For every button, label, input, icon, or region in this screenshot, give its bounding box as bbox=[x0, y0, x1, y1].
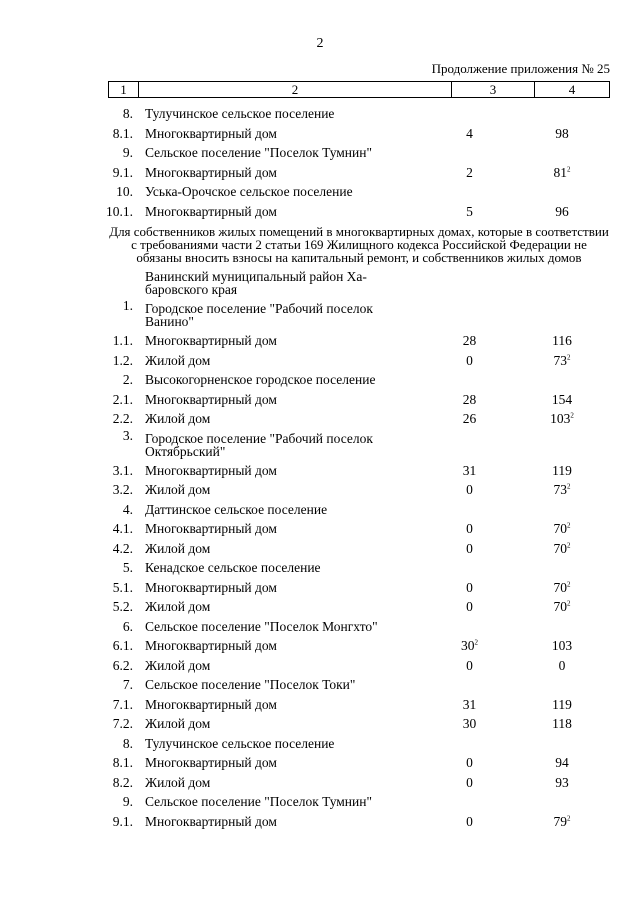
row-col3-value: 5 bbox=[466, 203, 473, 219]
row-col3 bbox=[426, 753, 513, 773]
row-col4 bbox=[514, 773, 610, 793]
row-name: Многоквартирный дом bbox=[145, 579, 277, 595]
row-name: Жилой дом bbox=[145, 657, 211, 673]
table-row bbox=[0, 351, 640, 371]
row-col4-value: 73 bbox=[553, 352, 567, 368]
row-number: 7.2. bbox=[112, 716, 133, 731]
row-number: 10. bbox=[116, 184, 133, 199]
row-name: Сельское поселение "Поселок Тумнин" bbox=[145, 145, 372, 160]
row-number: 6.2. bbox=[112, 657, 133, 673]
row-name: Многоквартирный дом bbox=[145, 521, 277, 536]
row-col3-value: 30 bbox=[461, 638, 475, 653]
row-col4-footnote: 2 bbox=[567, 541, 571, 549]
row-col4 bbox=[514, 578, 610, 598]
row-col4 bbox=[514, 480, 610, 500]
row-name: Уська-Орочское сельское поселение bbox=[145, 184, 353, 199]
section-note: Для собственников жилых помещений в многоквартирных домах, которые в соответствии с требованиями части 2 статьи 169 Жилищного кодекса Российской Федерации не обязаны вносить взносы на капитальный ремонт, и собственников жилых домов bbox=[109, 224, 609, 265]
row-col3-value: 0 bbox=[466, 540, 473, 556]
row-name: Жилой дом bbox=[145, 482, 211, 497]
table-row bbox=[0, 124, 640, 144]
row-name: Многоквартирный дом bbox=[145, 638, 277, 653]
row-name: Жилой дом bbox=[145, 540, 211, 556]
row-number: 3. bbox=[122, 427, 133, 443]
row-name: Жилой дом bbox=[145, 352, 211, 368]
row-name: Сельское поселение "Поселок Тумнин" bbox=[145, 794, 372, 809]
row-col3 bbox=[426, 656, 513, 676]
row-col4 bbox=[514, 519, 610, 539]
row-number: 3.1. bbox=[112, 462, 133, 478]
row-col4-footnote: 2 bbox=[567, 814, 571, 822]
row-col3-value: 0 bbox=[466, 599, 473, 614]
row-col3-value: 26 bbox=[462, 411, 477, 426]
row-number: 1.2. bbox=[112, 352, 133, 368]
row-col3-value: 30 bbox=[462, 716, 477, 731]
row-number: 5.1. bbox=[112, 579, 133, 595]
row-number: 4.1. bbox=[112, 521, 133, 536]
table-body bbox=[0, 104, 640, 831]
row-number: 5.2. bbox=[112, 599, 133, 614]
row-name: Тулучинское сельское поселение bbox=[145, 106, 335, 121]
table-row bbox=[0, 695, 640, 715]
header-col-3: 3 bbox=[452, 82, 535, 97]
table-row bbox=[0, 143, 640, 163]
table-row bbox=[0, 753, 640, 773]
table-row bbox=[0, 500, 640, 520]
table-row bbox=[0, 539, 640, 559]
row-col4-value: 70 bbox=[553, 599, 567, 614]
row-col4-footnote: 2 bbox=[567, 482, 571, 491]
row-number: 2.1. bbox=[112, 391, 133, 407]
row-col4-footnote: 2 bbox=[567, 580, 571, 588]
table-row bbox=[0, 656, 640, 676]
row-number: 7.1. bbox=[112, 696, 133, 712]
table-row bbox=[0, 519, 640, 539]
row-col3 bbox=[426, 409, 513, 429]
row-col4 bbox=[514, 812, 610, 832]
row-col4-footnote: 2 bbox=[570, 411, 574, 420]
row-name-line-2: Ванино" bbox=[145, 314, 194, 329]
row-number: 1. bbox=[122, 298, 133, 313]
row-col4-value: 70 bbox=[553, 579, 567, 595]
row-col3 bbox=[426, 812, 513, 832]
row-name: Высокогорненское городское поселение bbox=[145, 372, 376, 387]
row-name: Многоквартирный дом bbox=[145, 203, 277, 219]
row-name: Тулучинское сельское поселение bbox=[145, 735, 335, 751]
table-row bbox=[0, 617, 640, 637]
row-number: 6. bbox=[122, 618, 133, 634]
district-line-2: баровского края bbox=[145, 282, 238, 297]
table-row bbox=[0, 636, 640, 656]
row-col4 bbox=[514, 461, 610, 481]
row-col4 bbox=[514, 753, 610, 773]
table-row bbox=[0, 202, 640, 222]
row-number: 9. bbox=[122, 794, 133, 809]
table-row bbox=[0, 461, 640, 481]
row-col3-value: 0 bbox=[466, 521, 473, 536]
row-name: Даттинское сельское поселение bbox=[145, 501, 328, 517]
row-col4 bbox=[514, 695, 610, 715]
row-number: 8. bbox=[122, 106, 133, 121]
row-col3 bbox=[426, 461, 513, 481]
row-col3 bbox=[426, 636, 513, 656]
row-name: Многоквартирный дом bbox=[145, 391, 277, 407]
row-col4-value: 81 bbox=[553, 164, 567, 180]
row-col4-value: 103 bbox=[551, 638, 573, 653]
row-col3 bbox=[426, 390, 513, 410]
row-name: Жилой дом bbox=[145, 411, 211, 426]
row-col4-value: 79 bbox=[553, 813, 567, 829]
row-name: Многоквартирный дом bbox=[145, 125, 277, 141]
table-row bbox=[0, 734, 640, 754]
table-row bbox=[0, 370, 640, 390]
row-col3 bbox=[426, 519, 513, 539]
table-row bbox=[0, 163, 640, 183]
row-col4 bbox=[514, 409, 610, 429]
row-col3 bbox=[426, 480, 513, 500]
row-col4-value: 98 bbox=[555, 125, 569, 141]
row-col3-value: 2 bbox=[466, 164, 473, 180]
header-col-1: 1 bbox=[109, 82, 139, 97]
row-col3 bbox=[426, 124, 513, 144]
table-row bbox=[0, 578, 640, 598]
row-col4 bbox=[514, 202, 610, 222]
row-number: 4. bbox=[122, 501, 133, 517]
row-col4 bbox=[514, 390, 610, 410]
table-row bbox=[0, 480, 640, 500]
row-col3 bbox=[426, 773, 513, 793]
row-name: Сельское поселение "Поселок Монгхто" bbox=[145, 618, 378, 634]
row-col3 bbox=[426, 331, 513, 351]
row-name: Многоквартирный дом bbox=[145, 755, 277, 770]
row-name bbox=[145, 302, 415, 328]
row-name: Жилой дом bbox=[145, 716, 211, 731]
row-name: Многоквартирный дом bbox=[145, 164, 277, 180]
row-col4-value: 70 bbox=[553, 540, 567, 556]
row-number: 4.2. bbox=[112, 540, 133, 556]
row-col4 bbox=[514, 597, 610, 617]
row-number: 9.1. bbox=[112, 813, 133, 829]
row-col3-value: 0 bbox=[466, 482, 473, 497]
row-col4-value: 94 bbox=[555, 755, 569, 770]
table-row bbox=[0, 429, 640, 461]
table-row bbox=[0, 390, 640, 410]
row-number: 8.1. bbox=[112, 125, 133, 141]
row-col4-footnote: 2 bbox=[567, 165, 571, 173]
row-col3 bbox=[426, 202, 513, 222]
row-number: 6.1. bbox=[112, 638, 133, 653]
row-col4 bbox=[514, 124, 610, 144]
table-header bbox=[108, 81, 610, 98]
row-col3 bbox=[426, 539, 513, 559]
row-number: 2. bbox=[122, 372, 133, 387]
row-col4-footnote: 2 bbox=[567, 353, 571, 361]
row-name: Многоквартирный дом bbox=[145, 696, 277, 712]
row-col4-value: 116 bbox=[552, 333, 572, 348]
table-row bbox=[0, 597, 640, 617]
row-name: Сельское поселение "Поселок Токи" bbox=[145, 677, 356, 692]
table-row bbox=[0, 812, 640, 832]
row-col4-footnote: 2 bbox=[567, 521, 571, 530]
row-col3 bbox=[426, 578, 513, 598]
row-name: Многоквартирный дом bbox=[145, 333, 277, 348]
row-col4 bbox=[514, 351, 610, 371]
header-col-2: 2 bbox=[139, 82, 452, 97]
row-name bbox=[145, 432, 415, 458]
row-name: Многоквартирный дом bbox=[145, 813, 277, 829]
row-col4 bbox=[514, 656, 610, 676]
row-number: 5. bbox=[122, 560, 133, 575]
row-col4-value: 0 bbox=[558, 657, 566, 673]
table-row bbox=[0, 792, 640, 812]
row-col4-value: 96 bbox=[555, 203, 569, 219]
row-col4-value: 103 bbox=[550, 411, 571, 426]
row-name: Многоквартирный дом bbox=[145, 462, 277, 478]
row-number: 7. bbox=[122, 677, 133, 692]
row-name-line-2: Октябрьский" bbox=[145, 443, 226, 459]
row-col3-value: 0 bbox=[466, 755, 473, 770]
table-row bbox=[0, 182, 640, 202]
row-col3-value: 4 bbox=[466, 125, 473, 141]
row-col3-value: 31 bbox=[462, 696, 477, 712]
district-row bbox=[0, 267, 640, 299]
row-col4-value: 119 bbox=[552, 696, 572, 712]
row-col4-value: 93 bbox=[555, 774, 569, 790]
row-name: Жилой дом bbox=[145, 774, 211, 790]
row-number: 9. bbox=[122, 145, 133, 160]
row-col4-footnote: 2 bbox=[567, 599, 571, 608]
row-col4-value: 70 bbox=[553, 521, 567, 536]
row-number: 3.2. bbox=[112, 482, 133, 497]
table-row bbox=[0, 409, 640, 429]
table-row bbox=[0, 104, 640, 124]
row-number: 8.1. bbox=[112, 755, 133, 770]
row-col4 bbox=[514, 331, 610, 351]
row-number: 10.1. bbox=[106, 203, 133, 219]
row-col4 bbox=[514, 539, 610, 559]
header-col-4: 4 bbox=[568, 82, 576, 97]
row-number: 8. bbox=[122, 735, 133, 751]
district-name bbox=[145, 270, 415, 296]
row-col3 bbox=[426, 351, 513, 371]
table-row bbox=[0, 558, 640, 578]
row-number: 9.1. bbox=[112, 164, 133, 180]
row-number: 1.1. bbox=[112, 333, 133, 348]
page-number: 2 bbox=[316, 36, 324, 51]
row-col3-value: 0 bbox=[466, 813, 473, 829]
row-col3 bbox=[426, 597, 513, 617]
row-col3-value: 0 bbox=[466, 579, 473, 595]
row-number: 8.2. bbox=[112, 774, 133, 790]
row-number: 2.2. bbox=[112, 411, 133, 426]
table-row bbox=[0, 331, 640, 351]
row-col4-value: 119 bbox=[552, 462, 572, 478]
row-col3-footnote: 2 bbox=[474, 638, 478, 647]
row-col3-value: 28 bbox=[462, 333, 477, 348]
row-col3-value: 0 bbox=[466, 774, 473, 790]
row-col3 bbox=[426, 163, 513, 183]
row-name-line-1: Городское поселение "Рабочий поселок bbox=[145, 430, 373, 446]
row-col4-value: 73 bbox=[553, 482, 567, 497]
row-col4 bbox=[514, 714, 610, 734]
row-col3-value: 31 bbox=[462, 462, 477, 478]
table-row bbox=[0, 675, 640, 695]
row-col3 bbox=[426, 714, 513, 734]
row-col4 bbox=[514, 636, 610, 656]
table-row bbox=[0, 299, 640, 331]
appendix-caption: Продолжение приложения № 25 bbox=[431, 61, 610, 76]
row-col4-value: 154 bbox=[551, 391, 573, 407]
row-col4-value: 118 bbox=[552, 716, 572, 731]
district-line-1: Ванинский муниципальный район Ха- bbox=[145, 269, 367, 284]
row-col3-value: 0 bbox=[466, 657, 473, 673]
row-col3-value: 28 bbox=[462, 391, 477, 407]
row-name: Жилой дом bbox=[145, 599, 211, 614]
row-name-line-1: Городское поселение "Рабочий поселок bbox=[145, 301, 373, 316]
table-row bbox=[0, 773, 640, 793]
row-name: Кенадское сельское поселение bbox=[145, 560, 321, 575]
row-col3-value: 0 bbox=[466, 352, 473, 368]
table-row bbox=[0, 714, 640, 734]
row-col4 bbox=[514, 163, 610, 183]
row-col3 bbox=[426, 695, 513, 715]
